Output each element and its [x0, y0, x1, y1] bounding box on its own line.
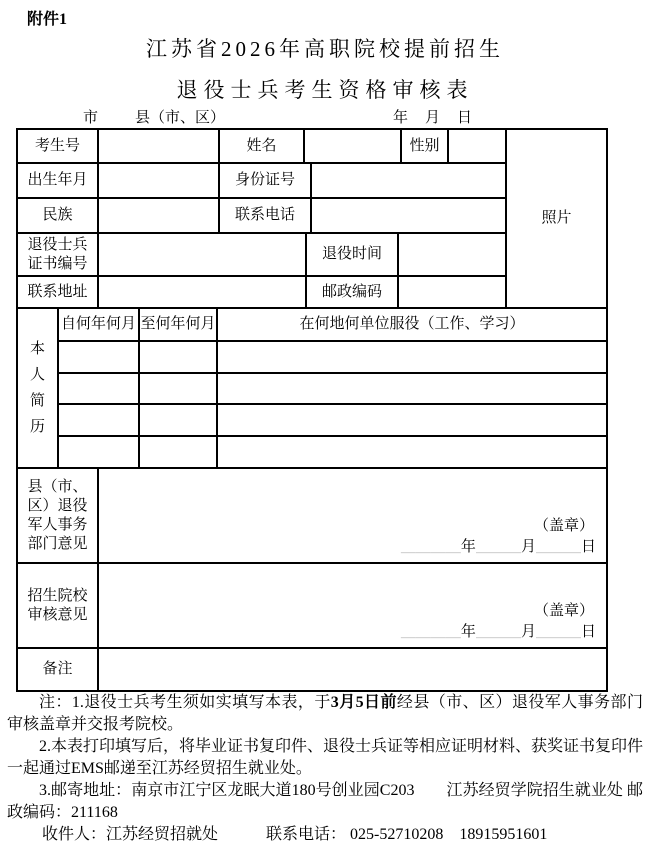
candidate-no-label: 考生号 [18, 130, 99, 164]
county-opinion-label [18, 469, 99, 564]
note-1-prefix: 注：1.退役士兵考生须如实填写本表，于 [39, 694, 331, 711]
resume-row2-from-cell[interactable] [59, 374, 140, 405]
resume-row1-where-cell[interactable] [218, 342, 606, 374]
veteran-cert-no-value-cell[interactable] [99, 234, 307, 277]
county-date-line: ＿＿＿＿年＿＿＿月＿＿＿日 [400, 539, 596, 555]
resume-row3-from-cell[interactable] [59, 405, 140, 437]
resume-row1-from-cell[interactable] [59, 342, 140, 374]
id-number-value-cell[interactable] [312, 164, 507, 199]
ethnicity-value-cell[interactable] [99, 199, 220, 234]
postal-code-value-cell[interactable] [399, 277, 507, 309]
resume-row1-to-cell[interactable] [140, 342, 218, 374]
photo-cell [507, 130, 606, 309]
college-opinion-label-line1: 招生院校 [27, 587, 88, 604]
veteran-cert-no-label [18, 234, 99, 277]
form-title-line1: 江苏省2026年高职院校提前招生 [146, 37, 504, 61]
name-label: 姓名 [220, 130, 305, 164]
subheader-county: 县（市、区） [135, 110, 226, 126]
gender-label: 性别 [402, 130, 449, 164]
subheader-city: 市 [83, 110, 99, 126]
subheader-month: 月 [425, 110, 441, 126]
ethnicity-label: 民族 [18, 199, 99, 234]
note-1 [7, 692, 643, 736]
college-date-line: ＿＿＿＿年＿＿＿月＿＿＿日 [400, 624, 596, 640]
discharge-date-label: 退役时间 [307, 234, 399, 277]
discharge-date-value-cell[interactable] [399, 234, 507, 277]
note-1-deadline: 3月5日前 [330, 694, 397, 711]
veteran-cert-no-label-line2: 证书编号 [27, 255, 88, 272]
form-table [16, 128, 608, 692]
phone-label: 联系电话 [220, 199, 312, 234]
resume-label-char-4: 历 [29, 419, 45, 435]
photo-label: 照片 [541, 210, 572, 226]
postal-code-label: 邮政编码 [307, 277, 399, 309]
resume-label-char-1: 本 [29, 341, 45, 357]
notes-section [7, 692, 643, 846]
county-opinion-label-line1: 县（市、 [27, 478, 88, 495]
phone-value-cell[interactable] [312, 199, 507, 234]
note-1-suffix: 经县（市、区）退役军人事务部门审核盖章并交报考院校。 [7, 694, 643, 733]
resume-row4-where-cell[interactable] [218, 437, 606, 469]
note-3: 3.邮寄地址：南京市江宁区龙眠大道180号创业园C203 江苏经贸学院招生就业处 邮政编码：211168 [7, 782, 643, 821]
note-2: 2.本表打印填写后，将毕业证书复印件、退役士兵证等相应证明材料、获奖证书复印件一起通过EMS邮递至江苏经贸招生就业处。 [7, 738, 644, 777]
note-4: 收件人：江苏经贸招就处 联系电话： 025-52710208 18915951601 [42, 826, 548, 843]
gender-value-cell[interactable] [449, 130, 507, 164]
resume-row4-to-cell[interactable] [140, 437, 218, 469]
college-opinion-content-cell[interactable] [99, 564, 606, 649]
college-opinion-label-line2: 审核意见 [27, 606, 88, 623]
resume-label-char-2: 人 [29, 367, 45, 383]
remarks-label: 备注 [18, 649, 99, 690]
contact-address-label: 联系地址 [18, 277, 99, 309]
remarks-value-cell[interactable] [99, 649, 606, 690]
college-opinion-label [18, 564, 99, 649]
college-seal-label: （盖章） [533, 603, 594, 619]
resume-row3-to-cell[interactable] [140, 405, 218, 437]
county-opinion-label-line3: 军人事务 [27, 516, 88, 533]
name-value-cell[interactable] [305, 130, 402, 164]
contact-address-value-cell[interactable] [99, 277, 307, 309]
resume-row2-to-cell[interactable] [140, 374, 218, 405]
subheader-day: 日 [457, 110, 473, 126]
county-opinion-content-cell[interactable] [99, 469, 606, 564]
form-title-line2: 退役士兵考生资格审核表 [176, 78, 474, 102]
candidate-no-value-cell[interactable] [99, 130, 220, 164]
birth-date-value-cell[interactable] [99, 164, 220, 199]
veteran-cert-no-label-line1: 退役士兵 [27, 236, 88, 253]
subheader-line [0, 106, 650, 126]
resume-header-where: 在何地何单位服役（工作、学习） [218, 309, 606, 342]
birth-date-label: 出生年月 [18, 164, 99, 199]
id-number-label: 身份证号 [220, 164, 312, 199]
attachment-label: 附件1 [27, 11, 68, 28]
county-opinion-label-line4: 部门意见 [27, 535, 88, 552]
county-seal-label: （盖章） [533, 518, 594, 534]
resume-header-from: 自何年何月 [59, 309, 140, 342]
county-opinion-label-line2: 区）退役 [27, 497, 88, 514]
resume-header-to: 至何年何月 [140, 309, 218, 342]
subheader-year: 年 [393, 110, 409, 126]
resume-row4-from-cell[interactable] [59, 437, 140, 469]
resume-row3-where-cell[interactable] [218, 405, 606, 437]
resume-section-label [18, 309, 59, 469]
resume-row2-where-cell[interactable] [218, 374, 606, 405]
resume-label-char-3: 简 [29, 393, 45, 409]
